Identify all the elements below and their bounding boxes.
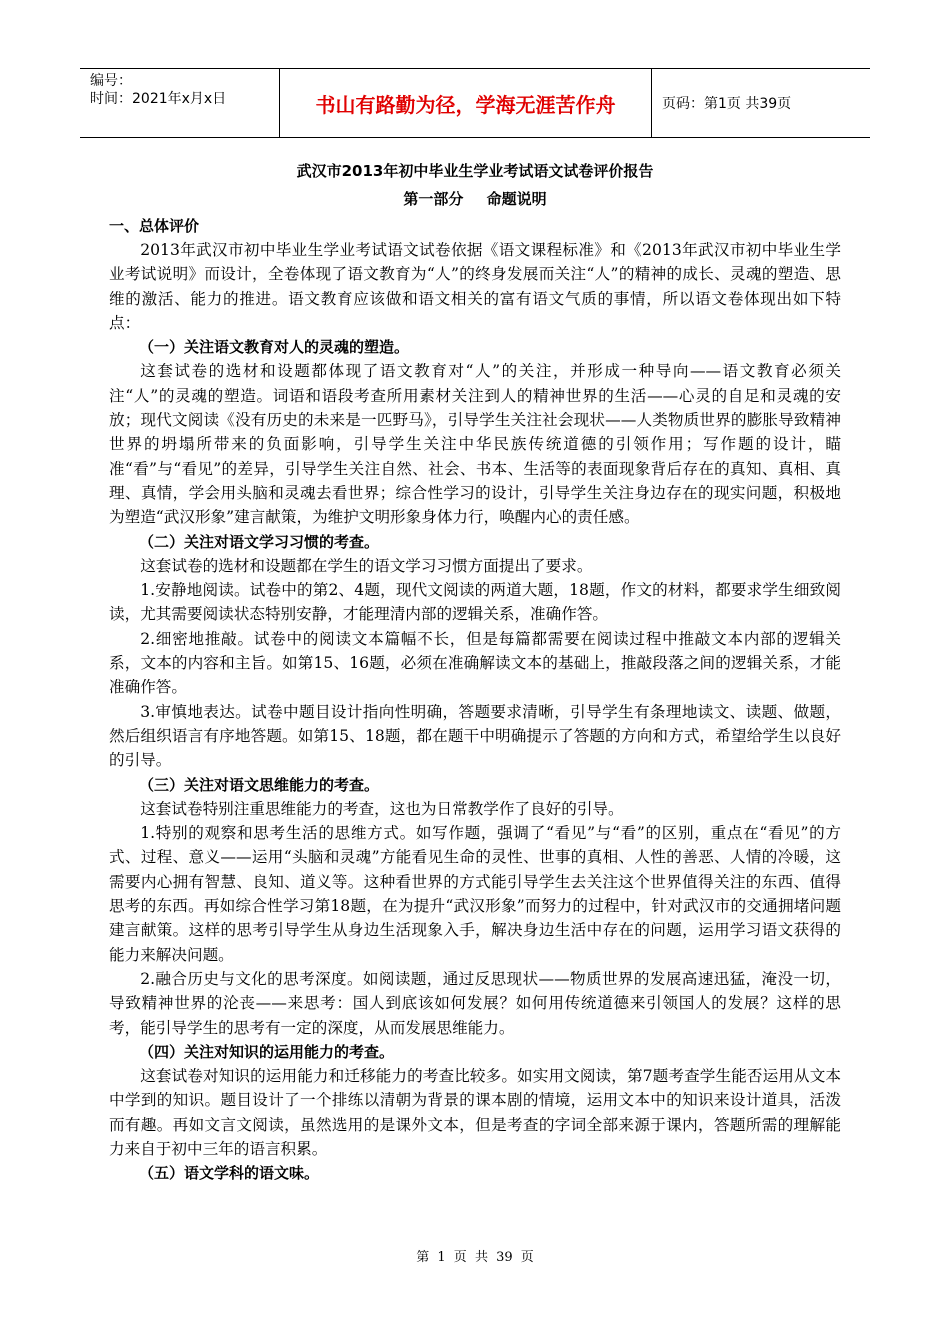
header-page-label: 页码：第1页 共39页: [662, 96, 792, 112]
intro-paragraph: 2013年武汉市初中毕业生学业考试语文试卷依据《语文课程标准》和《2013年武汉市初中毕业生学业考试说明》而设计，全卷体现了语文教育为“人”的终身发展而关注“人”的精神的成长、灵魂的塑造、思维的激活、能力的推进。语文教育应该做和语文相关的富有语文气质的事情，所以语文卷体现出如下特点：: [109, 241, 841, 332]
subsection-heading-1: （一）关注语文教育对人的灵魂的塑造。: [139, 338, 410, 357]
paragraph: 这套试卷的选材和设题都体现了语文教育对“人”的关注，并形成一种导向——语文教育必须关注“人”的灵魂的塑造。词语和语段考查所用素材关注到人的精神世界的生活——心灵的自足和灵魂的安放；现代文阅读《没有历史的未来是一匹野马》，引导学生关注社会现状——人类物质世界的膨胀导致精神世界的坍塌所带来的负面影响，引导学生关注中华民族传统道德的引领作用；写作题的设计，瞄准“看”与“看见”的差异，引导学生关注自然、社会、书本、生活等的表面现象背后存在的真知、真相、真理、真情，学会用头脑和灵魂去看世界；综合性学习的设计，引导学生关注身边存在的现实问题，积极地为塑造“武汉形象”建言献策，为维护文明形象身体力行，唤醒内心的责任感。: [109, 362, 841, 527]
footer-word: 共: [474, 1250, 488, 1265]
subsection-heading-3: （三）关注对语文思维能力的考查。: [139, 775, 380, 794]
page-header: [80, 68, 870, 138]
paragraph: 这套试卷的选材和设题都在学生的语文学习习惯方面提出了要求。: [140, 556, 593, 575]
paragraph: 2.细密地推敲。试卷中的阅读文本篇幅不长，但是每篇都需要在阅读过程中推敲文本内部的逻辑关系，文本的内容和主旨。如第15、16题，必须在准确解读文本的基础上，推敲段落之间的逻辑关系，才能准确作答。: [109, 629, 841, 697]
paragraph: 3.审慎地表达。试卷中题目设计指向性明确，答题要求清晰，引导学生有条理地读文、读题、做题，然后组织语言有序地答题。如第15、18题，都在题干中明确提示了答题的方向和方式，希望给学生以良好的引导。: [109, 702, 841, 770]
header-info: [80, 69, 280, 137]
section-heading: 一、总体评价: [109, 217, 200, 235]
page-footer: [0, 1246, 950, 1265]
document-body: [109, 160, 841, 1186]
footer-word: 页: [453, 1250, 467, 1265]
paragraph: 2.融合历史与文化的思考深度。如阅读题，通过反思现状——物质世界的发展高速迅猛，淹没一切，导致精神世界的沦丧——来思考：国人到底该如何发展？如何用传统道德来引领国人的发展？这样的思考，能引导学生的思考有一定的深度，从而发展思维能力。: [109, 969, 841, 1037]
footer-word: 第: [416, 1250, 430, 1265]
paragraph: 这套试卷特别注重思维能力的考查，这也为日常教学作了良好的引导。: [140, 799, 624, 818]
paragraph: 1.特别的观察和思考生活的思维方式。如写作题，强调了“看见”与“看”的区别，重点在“看见”的方式、过程、意义——运用“头脑和灵魂”方能看见生命的灵性、世事的真相、人性的善恶、人情的冷暖，这需要内心拥有智慧、良知、道义等。这种看世界的方式能引导学生去关注这个世界值得关注的东西、值得思考的东西。再如综合性学习第18题，在为提升“武汉形象”而努力的过程中，针对武汉市的交通拥堵问题建言献策。这样的思考引导学生从身边生活现象入手，解决身边生活中存在的问题，运用学习语文获得的能力来解决问题。: [109, 824, 841, 964]
part-title: 第一部分 命题说明: [403, 190, 547, 208]
subsection-heading-5: （五）语文学科的语文味。: [139, 1164, 320, 1183]
subsection-heading-4: （四）关注对知识的运用能力的考查。: [139, 1042, 395, 1061]
footer-page-number: 1: [437, 1250, 446, 1265]
document-title: 武汉市2013年初中毕业生学业考试语文试卷评价报告: [296, 162, 654, 180]
time-label: 时间：2021年x月x日: [90, 91, 227, 107]
header-motto: 书山有路勤为径，学海无涯苦作舟: [280, 69, 652, 137]
paragraph: 1.安静地阅读。试卷中的第2、4题，现代文阅读的两道大题，18题，作文的材料，都要求学生细致阅读，尤其需要阅读状态特别安静，才能理清内部的逻辑关系，准确作答。: [109, 581, 841, 624]
footer-word: 页: [520, 1250, 534, 1265]
subsection-heading-2: （二）关注对语文学习习惯的考查。: [139, 532, 380, 551]
number-label: 编号：: [90, 73, 132, 89]
paragraph: 这套试卷对知识的运用能力和迁移能力的考查比较多。如实用文阅读，第7题考查学生能否运用从文本中学到的知识。题目设计了一个排练以清朝为背景的课本剧的情境，运用文本中的知识来设计道具，活泼而有趣。再如文言文阅读，虽然选用的是课外文本，但是考查的字词全部来源于课内，答题所需的理解能力来自于初中三年的语言积累。: [109, 1067, 841, 1158]
footer-total-pages: 39: [496, 1250, 513, 1265]
